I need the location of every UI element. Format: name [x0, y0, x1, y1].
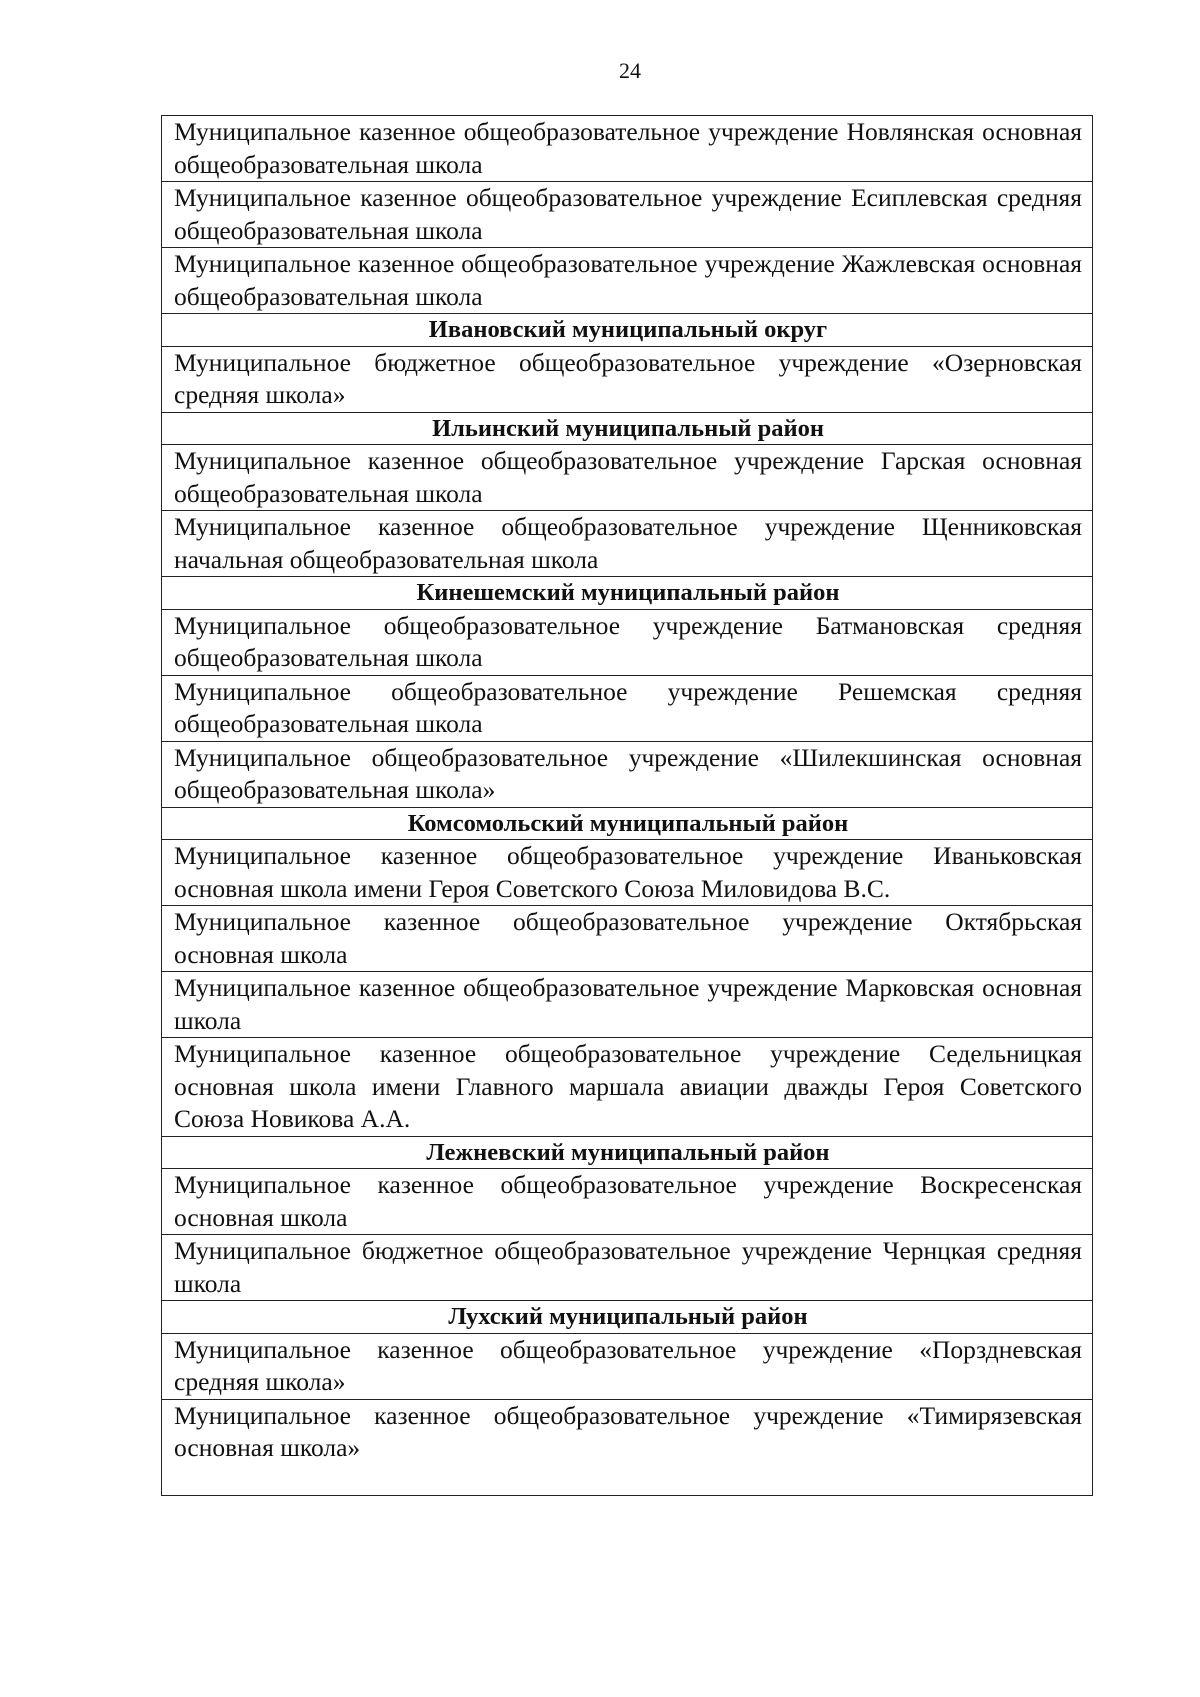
table-row: [162, 182, 1093, 248]
table-row: [162, 1169, 1093, 1235]
table-row: [162, 906, 1093, 972]
table-row: [162, 741, 1093, 807]
school-name: Муниципальное казенное общеобразовательное учреждение «Порздневская средняя школа»: [162, 1333, 1093, 1399]
school-name: Муниципальное казенное общеобразовательное учреждение Есиплевская средняя общеобразовательная школа: [162, 182, 1093, 248]
school-name: Муниципальное казенное общеобразовательное учреждение Гарская основная общеобразовательная школа: [162, 445, 1093, 511]
table-row: [162, 116, 1093, 182]
table-row: [162, 972, 1093, 1038]
school-name: Муниципальное казенное общеобразовательное учреждение Жажлевская основная общеобразовательная школа: [162, 248, 1093, 314]
region-header: Кинешемский муниципальный район: [162, 577, 1093, 610]
school-name: Муниципальное казенное общеобразовательное учреждение Седельницкая основная школа имени Главного маршала авиации дважды Героя Советского Союза Новикова А.А.: [162, 1038, 1093, 1137]
school-name: Муниципальное общеобразовательное учреждение Решемская средняя общеобразовательная школа: [162, 675, 1093, 741]
region-header: Лежневский муниципальный район: [162, 1136, 1093, 1169]
table-row: [162, 248, 1093, 314]
region-header: Лухский муниципальный район: [162, 1301, 1093, 1334]
school-name: Муниципальное бюджетное общеобразовательное учреждение «Озерновская средняя школа»: [162, 346, 1093, 412]
page-number: 24: [619, 58, 641, 83]
school-name: Муниципальное казенное общеобразовательное учреждение Щенниковская начальная общеобразовательная школа: [162, 511, 1093, 577]
schools-table: [161, 115, 1093, 1496]
table-row: [162, 840, 1093, 906]
region-header-row: [162, 577, 1093, 610]
region-header-row: [162, 314, 1093, 347]
region-header-row: [162, 412, 1093, 445]
school-name: Муниципальное казенное общеобразовательное учреждение Воскресенская основная школа: [162, 1169, 1093, 1235]
table-row: [162, 1333, 1093, 1399]
table-row: [162, 609, 1093, 675]
table-row: [162, 1038, 1093, 1137]
region-header: Ивановский муниципальный округ: [162, 314, 1093, 347]
table-row: [162, 1399, 1093, 1495]
school-name: Муниципальное казенное общеобразовательное учреждение «Тимирязевская основная школа»: [162, 1399, 1093, 1495]
table-row: [162, 675, 1093, 741]
school-name: Муниципальное казенное общеобразовательное учреждение Новлянская основная общеобразовательная школа: [162, 116, 1093, 182]
school-name: Муниципальное бюджетное общеобразовательное учреждение Чернцкая средняя школа: [162, 1235, 1093, 1301]
school-name: Муниципальное общеобразовательное учреждение «Шилекшинская основная общеобразовательная школа»: [162, 741, 1093, 807]
region-header-row: [162, 807, 1093, 840]
region-header: Комсомольский муниципальный район: [162, 807, 1093, 840]
region-header-row: [162, 1136, 1093, 1169]
school-name: Муниципальное общеобразовательное учреждение Батмановская средняя общеобразовательная школа: [162, 609, 1093, 675]
table-row: [162, 445, 1093, 511]
table-row: [162, 1235, 1093, 1301]
region-header: Ильинский муниципальный район: [162, 412, 1093, 445]
table-row: [162, 346, 1093, 412]
region-header-row: [162, 1301, 1093, 1334]
table-row: [162, 511, 1093, 577]
school-name: Муниципальное казенное общеобразовательное учреждение Октябрьская основная школа: [162, 906, 1093, 972]
school-name: Муниципальное казенное общеобразовательное учреждение Иваньковская основная школа имени Героя Советского Союза Миловидова В.С.: [162, 840, 1093, 906]
school-name: Муниципальное казенное общеобразовательное учреждение Марковская основная школа: [162, 972, 1093, 1038]
